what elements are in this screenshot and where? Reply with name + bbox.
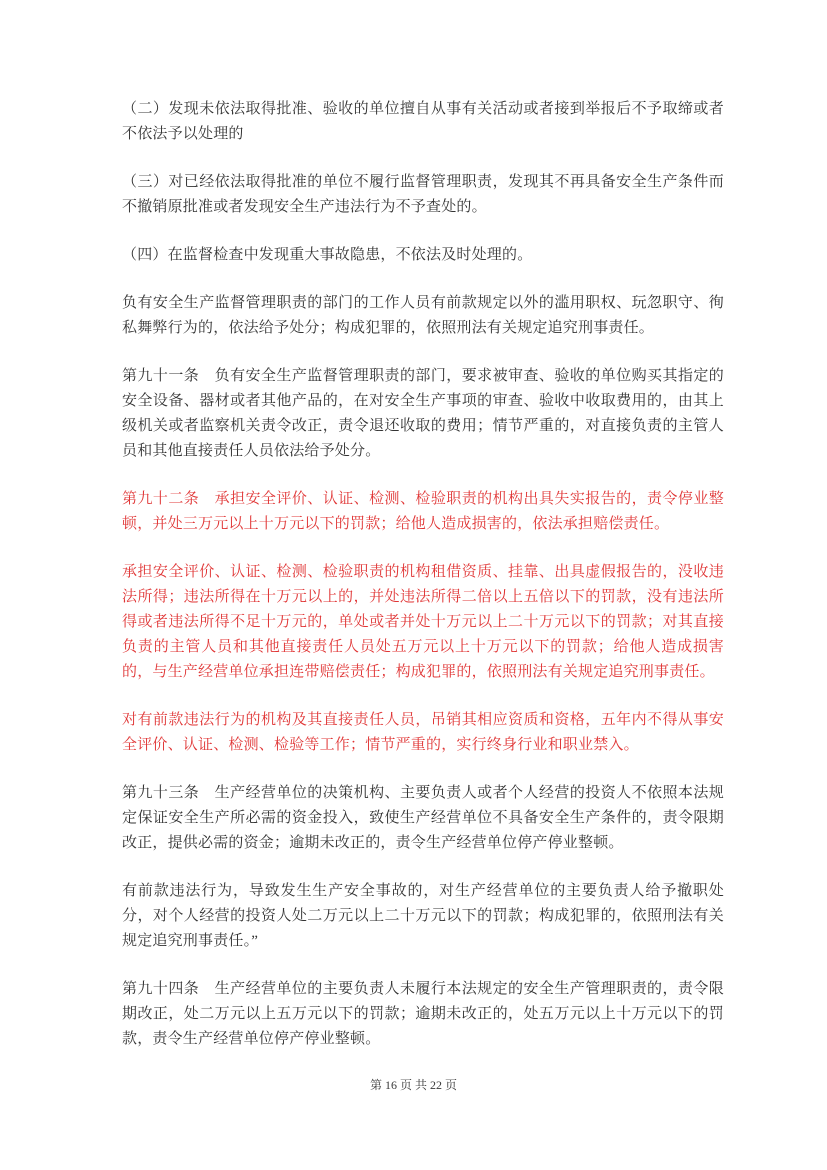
- page-footer: [0, 1077, 827, 1093]
- article-93-paragraph-2: 有前款违法行为，导致发生生产安全事故的，对生产经营单位的主要负责人给予撤职处分，对个人经营的投资人处二万元以上二十万元以下的罚款；构成犯罪的，依照刑法有关规定追究刑事责任。”: [122, 883, 724, 949]
- clause-item-3: （三）对已经依法取得批准的单位不履行监督管理职责，发现其不再具备安全生产条件而不撤销原批准或者发现安全生产违法行为不予查处的。: [122, 174, 724, 215]
- clause-item-2: （二）发现未依法取得批准、验收的单位擅自从事有关活动或者接到举报后不予取缔或者不依法予以处理的: [122, 101, 724, 142]
- article-91: 第九十一条 负有安全生产监督管理职责的部门，要求被审查、验收的单位购买其指定的安全设备、器材或者其他产品的，在对安全生产事项的审查、验收中收取费用的，由其上级机关或者监察机关责令改正，责令退还收取的费用；情节严重的，对直接负责的主管人员和其他直接责任人员依法给予处分。: [122, 368, 724, 459]
- article-94: 第九十四条 生产经营单位的主要负责人未履行本法规定的安全生产管理职责的，责令限期改正，处二万元以上五万元以下的罚款；逾期未改正的，处五万元以上十万元以下的罚款，责令生产经营单位停产停业整顿。: [122, 981, 724, 1047]
- clause-item-4: （四）在监督检查中发现重大事故隐患，不依法及时处理的。: [122, 247, 533, 263]
- article-92: 第九十二条 承担安全评价、认证、检测、检验职责的机构出具失实报告的，责令停业整顿，并处三万元以上十万元以下的罚款；给他人造成损害的，依法承担赔偿责任。: [122, 491, 724, 532]
- document-body: [122, 97, 724, 1052]
- article-92-paragraph-2: 承担安全评价、认证、检测、检验职责的机构租借资质、挂靠、出具虚假报告的，没收违法所得；违法所得在十万元以上的，并处违法所得二倍以上五倍以下的罚款，没有违法所得或者违法所得不足十万元的，单处或者并处十万元以上二十万元以下的罚款；对其直接负责的主管人员和其他直接责任人员处五万元以上十万元以下的罚款；给他人造成损害的，与生产经营单位承担连带赔偿责任；构成犯罪的，依照刑法有关规定追究刑事责任。: [122, 564, 724, 680]
- article-92-paragraph-3: 对有前款违法行为的机构及其直接责任人员，吊销其相应资质和资格，五年内不得从事安全评价、认证、检测、检验等工作；情节严重的，实行终身行业和职业禁入。: [122, 712, 724, 753]
- page-number-label: 第 16 页 共 22 页: [369, 1078, 457, 1092]
- paragraph-staff-penalty: 负有安全生产监督管理职责的部门的工作人员有前款规定以外的滥用职权、玩忽职守、徇私舞弊行为的，依法给予处分；构成犯罪的，依照刑法有关规定追究刑事责任。: [122, 295, 724, 336]
- article-93: 第九十三条 生产经营单位的决策机构、主要负责人或者个人经营的投资人不依照本法规定保证安全生产所必需的资金投入，致使生产经营单位不具备安全生产条件的，责令限期改正，提供必需的资金；逾期未改正的，责令生产经营单位停产停业整顿。: [122, 785, 724, 851]
